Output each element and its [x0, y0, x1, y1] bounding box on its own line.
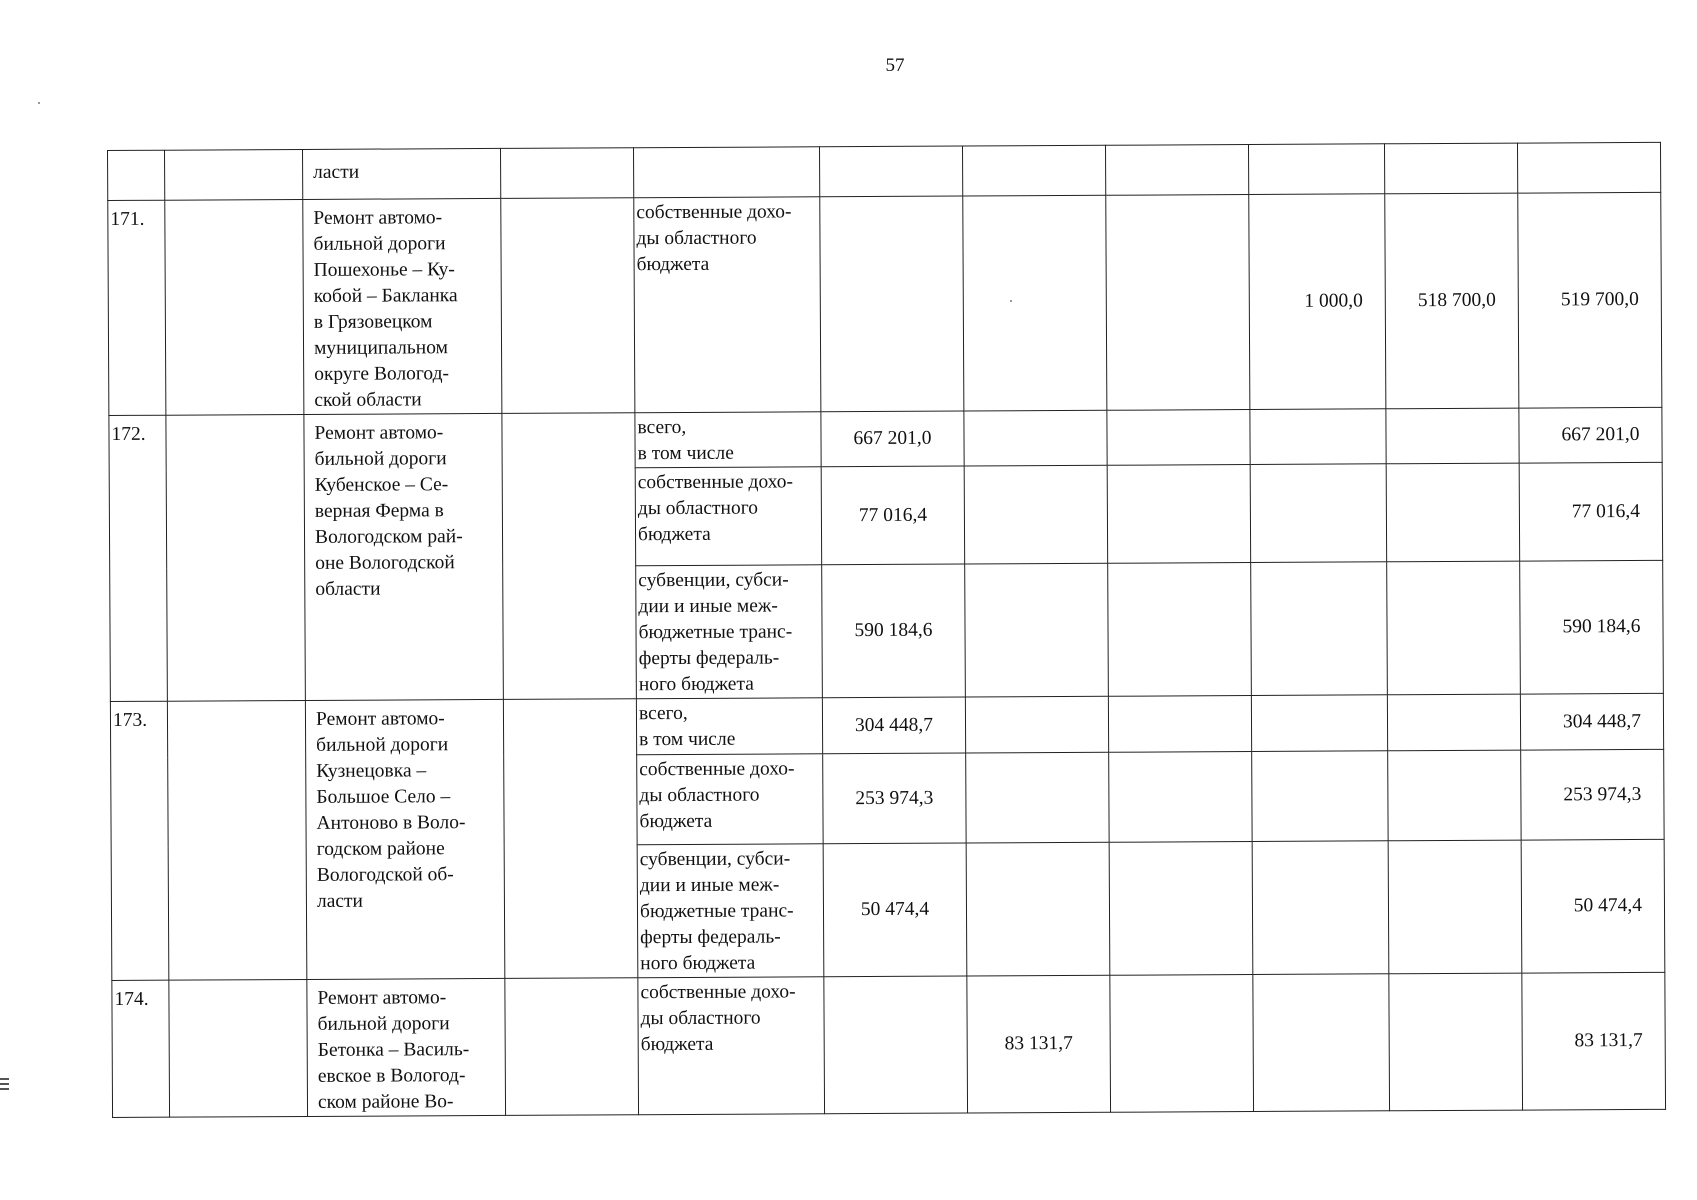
object-name-line: кобой – Бакланка — [313, 285, 458, 307]
cell-value-c4: 1 000,0 — [1249, 194, 1386, 410]
funding-source-line: собственные дохо- — [640, 981, 796, 1004]
object-name-line: Бетонка – Василь- — [317, 1039, 470, 1061]
cell-value-c1: 77 016,4 — [821, 466, 965, 565]
object-name-line: муниципальном — [313, 337, 448, 359]
funding-source-line: бюджета — [637, 523, 711, 546]
cell-empty — [502, 413, 636, 700]
cell-empty — [962, 145, 1105, 196]
cell-value-c3 — [1109, 752, 1252, 843]
funding-source-line: бюджета — [640, 1033, 714, 1056]
cell-empty — [169, 979, 308, 1117]
cell-object-name — [305, 699, 504, 979]
cell-value-c3 — [1108, 696, 1251, 753]
scan-margin-mark — [0, 1078, 9, 1096]
object-name-line: Ремонт автомо- — [313, 207, 443, 229]
object-name-line: Ремонт автомо- — [315, 708, 445, 730]
cell-value-c3 — [1107, 465, 1251, 564]
object-name-line: Ремонт автомо- — [314, 422, 444, 444]
cell-value-c2 — [963, 195, 1107, 411]
object-name-line: бильной дороги — [317, 1013, 450, 1035]
cell-value-c2 — [966, 842, 1110, 976]
cell-empty — [819, 146, 962, 197]
cell-empty — [108, 150, 165, 200]
cell-empty — [1517, 142, 1660, 193]
object-name-line: бильной дороги — [314, 448, 447, 470]
table-row — [110, 693, 1663, 757]
table-row — [108, 192, 1662, 415]
cell-empty — [1384, 143, 1517, 194]
cell-value-c4 — [1251, 695, 1387, 752]
cell-empty — [167, 700, 306, 980]
cell-value-c1: 667 201,0 — [821, 411, 964, 467]
cell-value-c5: 518 700,0 — [1385, 193, 1519, 409]
cell-empty — [166, 414, 305, 701]
cell-value-c1 — [824, 976, 968, 1114]
object-name-line: Большое Село – — [316, 786, 451, 808]
cell-value-c5 — [1387, 561, 1521, 695]
cell-total-value: 50 474,4 — [1521, 839, 1665, 973]
cell-total-value: 83 131,7 — [1522, 972, 1666, 1110]
cell-funding-source — [637, 844, 824, 978]
cell-row-number: 174. — [112, 980, 170, 1117]
funding-source-line: дии и иные меж- — [638, 595, 778, 618]
cell-funding-source — [634, 197, 821, 413]
cell-empty — [501, 198, 635, 414]
cell-funding-source — [638, 977, 825, 1115]
object-name-line: годском районе — [316, 838, 445, 860]
cell-value-c1: 253 974,3 — [823, 753, 966, 844]
cell-value-c4 — [1251, 562, 1388, 696]
cell-empty — [165, 199, 304, 415]
cell-row-number: 171. — [108, 200, 166, 415]
cell-value-c5 — [1388, 750, 1521, 841]
cell-object-name — [303, 198, 502, 414]
cell-value-c4 — [1253, 974, 1390, 1112]
funding-source-line: ферты федераль- — [638, 647, 780, 670]
object-name-line: Ремонт автомо- — [317, 987, 447, 1009]
object-name-line: Кузнецовка – — [316, 760, 427, 782]
funding-source-line: всего, — [638, 702, 688, 725]
table-row — [112, 972, 1666, 1117]
object-name-line: Вологодском рай- — [314, 526, 463, 548]
cell-total-value: 304 448,7 — [1520, 693, 1663, 750]
cell-value-c2 — [965, 563, 1109, 697]
cell-empty — [165, 149, 303, 200]
cell-funding-source — [636, 698, 822, 755]
object-name-line: Антоново в Воло- — [316, 812, 466, 834]
cell-value-c3 — [1107, 410, 1250, 466]
cell-value-c2 — [964, 410, 1107, 466]
cell-total-value: 253 974,3 — [1521, 749, 1664, 840]
funding-source-line: ды областного — [639, 784, 760, 807]
object-name-line: Кубенское – Се- — [314, 474, 449, 496]
object-name-line: области — [315, 578, 381, 600]
funding-source-line: бюджета — [636, 253, 710, 276]
funding-source-line: ного бюджета — [640, 952, 756, 975]
cell-empty — [500, 148, 633, 199]
funding-source-line: бюджетные транс- — [638, 621, 793, 644]
page-number: 57 — [885, 55, 905, 76]
object-name-line: в Грязовецком — [313, 311, 433, 333]
cell-value-c1: 304 448,7 — [822, 697, 965, 754]
cell-value-c4 — [1252, 751, 1388, 842]
cell-value-c4 — [1252, 841, 1389, 975]
cell-value-c4 — [1250, 464, 1387, 563]
cell-total-value: 667 201,0 — [1519, 407, 1662, 463]
object-name-line: бильной дороги — [316, 734, 449, 756]
cell-empty — [503, 699, 637, 979]
funding-source-line: собственные дохо- — [639, 758, 795, 781]
object-name-line: ласти — [316, 890, 363, 912]
object-name-line: евское в Вологод- — [317, 1065, 466, 1087]
cell-object-name — [307, 978, 506, 1116]
cell-total-value: 519 700,0 — [1518, 192, 1662, 408]
cell-value-c5 — [1386, 408, 1519, 464]
cell-row-number: 173. — [110, 701, 168, 980]
cell-funding-source — [636, 565, 823, 699]
funding-source-line: собственные дохо- — [636, 201, 792, 224]
cell-value-c3 — [1106, 195, 1250, 411]
funding-source-line: субвенции, субси- — [639, 848, 791, 871]
table-row-continuation — [108, 142, 1661, 200]
cell-value-c3 — [1109, 842, 1253, 976]
cell-value-c5 — [1387, 694, 1520, 751]
cell-value-c2 — [966, 752, 1109, 843]
funding-source-line: бюджета — [639, 810, 713, 833]
cell-value-c5 — [1386, 463, 1520, 562]
cell-value-c2: 83 131,7 — [967, 975, 1111, 1113]
cell-value-c5 — [1388, 840, 1522, 974]
cell-value-c1: 50 474,4 — [823, 843, 967, 977]
cell-empty — [633, 147, 819, 198]
cell-empty — [505, 978, 639, 1116]
funding-source-line: бюджетные транс- — [639, 900, 794, 923]
cell-empty — [1105, 145, 1248, 196]
object-name-line: Вологодской об- — [316, 864, 454, 886]
funding-source-line: ды областного — [640, 1007, 761, 1030]
funding-source-line: ного бюджета — [638, 673, 754, 696]
funding-source-line: ферты федераль- — [640, 926, 781, 949]
object-name-line: ском районе Во- — [317, 1091, 454, 1113]
funding-source-line: в том числе — [637, 442, 734, 465]
cell-name-continuation: ласти — [302, 148, 500, 199]
funding-source-line: в том числе — [639, 728, 736, 751]
cell-value-c2 — [964, 465, 1108, 564]
table-body — [108, 142, 1666, 1117]
object-name-line: верная Ферма в — [314, 500, 444, 522]
cell-funding-source — [637, 754, 823, 845]
cell-empty — [1248, 144, 1384, 195]
object-name-line: бильной дороги — [313, 233, 446, 255]
funding-source-line: собственные дохо- — [637, 471, 794, 494]
cell-value-c5 — [1389, 973, 1523, 1111]
cell-total-value: 590 184,6 — [1520, 560, 1664, 694]
funding-source-line: дии и иные меж- — [639, 874, 780, 897]
funding-source-line: всего, — [637, 416, 687, 439]
object-name-line: оне Вологодской — [315, 552, 455, 574]
table-row — [109, 407, 1662, 470]
object-name-line: округе Вологод- — [314, 363, 450, 385]
object-name-line: Пошехонье – Ку- — [313, 259, 455, 281]
cell-value-c3 — [1108, 563, 1252, 697]
cell-funding-source — [635, 412, 821, 468]
budget-table — [107, 142, 1666, 1118]
object-name-line: ской области — [314, 389, 422, 411]
funding-source-line: ды областного — [636, 227, 757, 250]
funding-source-line: субвенции, субси- — [638, 569, 789, 592]
cell-value-c1: 590 184,6 — [822, 564, 966, 698]
cell-total-value: 77 016,4 — [1519, 462, 1663, 561]
budget-table-wrapper — [107, 142, 1665, 1118]
funding-source-line: ды областного — [637, 497, 759, 520]
cell-row-number: 172. — [109, 415, 167, 701]
cell-value-c3 — [1110, 975, 1254, 1113]
cell-funding-source — [635, 467, 822, 566]
cell-object-name — [304, 413, 503, 700]
cell-value-c4 — [1250, 409, 1386, 465]
scan-speck — [38, 102, 40, 104]
cell-value-c1 — [820, 196, 964, 412]
cell-value-c2 — [965, 696, 1108, 753]
